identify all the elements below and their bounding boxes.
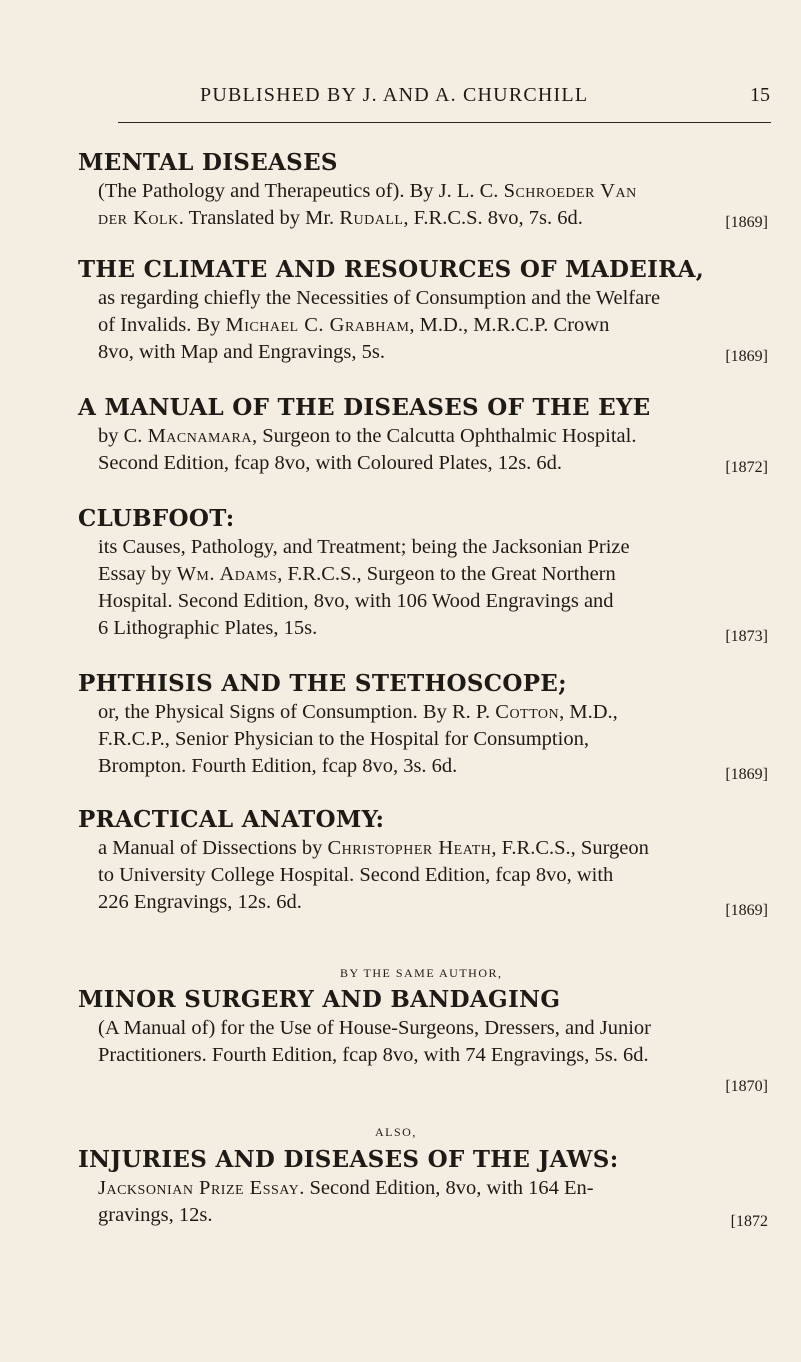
description-line: [98, 889, 768, 919]
description-line: [98, 1042, 768, 1069]
description-line: [98, 178, 768, 205]
page-number: 15: [750, 84, 770, 106]
entry-heading: CLUBFOOT:: [78, 505, 235, 532]
publication-year: [1869]: [725, 348, 768, 365]
description-line: [98, 561, 768, 588]
text-segment: to University College Hospital. Second Edition, fcap 8vo, with: [98, 864, 614, 886]
text-segment: (The Pathology and Therapeutics of). By J. L. C.: [98, 180, 504, 202]
catalog-entry-diseases-of-eye: [78, 393, 768, 477]
catalog-entry-mental-diseases: [78, 148, 768, 232]
entry-description: [98, 178, 768, 232]
description-line: [98, 1069, 768, 1096]
text-segment: by C.: [98, 425, 148, 447]
publication-year: [1873]: [725, 628, 768, 645]
entry-description: [98, 1015, 768, 1096]
text-segment: , F.R.C.S., Surgeon: [491, 837, 649, 859]
author-name: Michael C. Grabham: [225, 314, 410, 336]
catalog-entry-phthisis: [78, 669, 768, 783]
running-head: [200, 84, 770, 116]
text-segment: . Second Edition, 8vo, with 164 En-: [299, 1177, 594, 1199]
catalog-entry-injuries-of-jaws: [78, 1145, 768, 1229]
text-segment: Second Edition, fcap 8vo, with Coloured Plates, 12s. 6d.: [98, 452, 563, 474]
entry-description: [98, 285, 768, 366]
publication-year: [1869]: [725, 766, 768, 783]
description-line: [98, 726, 768, 753]
text-segment: , F.R.C.S. 8vo, 7s. 6d.: [403, 207, 583, 229]
author-name: Cotton: [495, 701, 560, 723]
text-segment: , M.D.,: [559, 701, 618, 723]
entry-heading: MINOR SURGERY AND BANDAGING: [78, 986, 561, 1013]
author-name: Rudall: [339, 207, 404, 229]
description-line: [98, 1015, 768, 1042]
text-segment: of Invalids. By: [98, 314, 226, 336]
entry-heading: MENTAL DISEASES: [78, 149, 338, 176]
entry-heading: INJURIES AND DISEASES OF THE JAWS:: [78, 1146, 619, 1173]
text-segment: or, the Physical Signs of Consumption. By R. P.: [98, 701, 496, 723]
entry-heading: PRACTICAL ANATOMY:: [78, 806, 385, 833]
entry-description: [98, 534, 768, 645]
entry-heading: THE CLIMATE AND RESOURCES OF MADEIRA,: [78, 256, 705, 283]
author-name: Wm. Adams: [176, 563, 278, 585]
description-line: [98, 615, 768, 645]
text-segment: its Causes, Pathology, and Treatment; being the Jacksonian Prize: [98, 536, 630, 558]
description-line: [98, 534, 768, 561]
text-segment: Practitioners. Fourth Edition, fcap 8vo, with 74 Engravings, 5s. 6d.: [98, 1044, 649, 1066]
same-author-label: BY THE SAME AUTHOR,: [340, 966, 503, 980]
description-line: [98, 339, 768, 366]
description-line: [98, 312, 768, 339]
publication-year: [1872: [730, 1213, 768, 1230]
text-segment: a Manual of Dissections by: [98, 837, 328, 859]
description-line: [98, 1202, 768, 1229]
also-label: ALSO,: [375, 1125, 417, 1139]
description-line: [98, 699, 768, 726]
text-segment: , F.R.C.S., Surgeon to the Great Northern: [277, 563, 616, 585]
text-segment: Brompton. Fourth Edition, fcap 8vo, 3s. 6d.: [98, 755, 458, 777]
text-segment: (A Manual of) for the Use of House-Surgeons, Dressers, and Junior: [98, 1017, 652, 1039]
entry-heading: A MANUAL OF THE DISEASES OF THE EYE: [78, 394, 651, 421]
entry-description: [98, 699, 768, 783]
catalog-entry-practical-anatomy: [78, 805, 768, 919]
text-segment: F.R.C.P., Senior Physician to the Hospital for Consumption,: [98, 728, 589, 750]
description-line: [98, 450, 768, 477]
author-name: Schroeder Van: [503, 180, 637, 202]
description-line: [98, 835, 768, 862]
publication-year: [1869]: [725, 902, 768, 919]
header-rule: [118, 122, 771, 123]
text-segment: 226 Engravings, 12s. 6d.: [98, 891, 302, 913]
text-segment: 8vo, with Map and Engravings, 5s.: [98, 341, 385, 363]
text-segment: , Surgeon to the Calcutta Ophthalmic Hospital.: [251, 425, 637, 447]
text-segment: gravings, 12s.: [98, 1204, 213, 1226]
running-title: PUBLISHED BY J. AND A. CHURCHILL: [200, 84, 589, 106]
author-name: der Kolk: [98, 207, 179, 229]
text-segment: Essay by: [98, 563, 177, 585]
text-segment: Hospital. Second Edition, 8vo, with 106 Wood Engravings and: [98, 590, 614, 612]
catalog-entry-minor-surgery: [78, 985, 768, 1096]
description-line: [98, 862, 768, 889]
description-line: [98, 753, 768, 783]
description-line: [98, 423, 768, 450]
description-line: [98, 588, 768, 615]
author-name: Macnamara: [147, 425, 252, 447]
text-segment: as regarding chiefly the Necessities of Consumption and the Welfare: [98, 287, 661, 309]
author-name: Christopher Heath: [327, 837, 492, 859]
text-segment: . Translated by Mr.: [178, 207, 340, 229]
entry-description: [98, 835, 768, 919]
description-line: [98, 285, 768, 312]
text-segment: 6 Lithographic Plates, 15s.: [98, 617, 318, 639]
description-line: [98, 1175, 768, 1202]
entry-description: [98, 1175, 768, 1229]
publication-year: [1870]: [725, 1078, 768, 1095]
catalog-entry-clubfoot: [78, 504, 768, 645]
description-line: [98, 205, 768, 232]
catalog-entry-madeira: [78, 255, 768, 366]
entry-description: [98, 423, 768, 477]
prize-essay-name: Jacksonian Prize Essay: [98, 1177, 300, 1199]
entry-heading: PHTHISIS AND THE STETHOSCOPE;: [78, 670, 567, 697]
publication-year: [1869]: [725, 214, 768, 231]
text-segment: , M.D., M.R.C.P. Crown: [409, 314, 610, 336]
publication-year: [1872]: [725, 459, 768, 476]
